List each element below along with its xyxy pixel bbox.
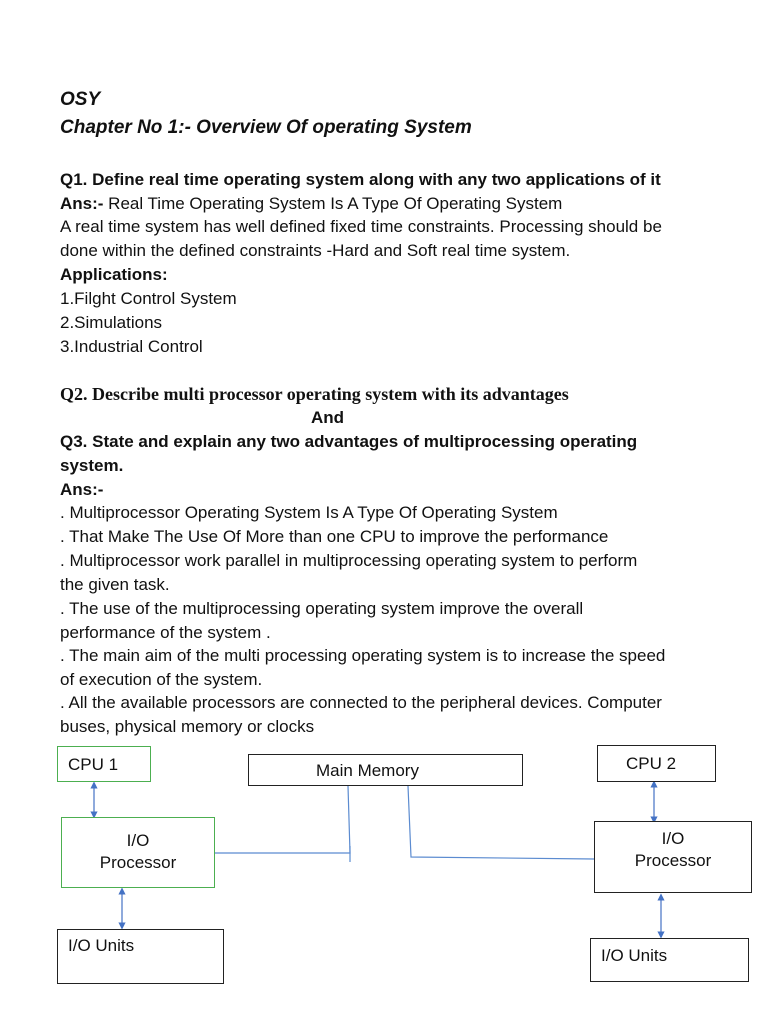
q1-ans-text: Real Time Operating System Is A Type Of Operating System [103,194,563,213]
memory-bus-left [214,786,350,853]
io-units-right-box [590,938,749,982]
application-item-3: 3.Industrial Control [60,337,203,356]
subject-title: OSY [60,89,101,110]
applications-heading: Applications: [60,265,168,284]
q1-ans-label: Ans:- [60,194,104,213]
main-memory-label: Main Memory [316,761,419,780]
q3-ans-label: Ans:- [60,480,104,499]
io-processor-left-line-2: Processor [99,853,177,872]
cpu1-label: CPU 1 [68,755,119,774]
q3-point-line: performance of the system . [60,623,271,642]
q3-question-line-1: Q3. State and explain any two advantages of multiprocessing operating [60,432,638,451]
q1-answer [60,192,562,216]
chapter-title: Chapter No 1:- Overview Of operating System [60,117,472,138]
io-processor-right-box [594,821,752,893]
q3-point-line: . That Make The Use Of More than one CPU to improve the performance [60,527,609,546]
memory-bus-right [408,786,594,859]
io-processor-right-line-2: Processor [634,851,712,870]
cpu1-box [57,746,151,782]
and-connector: And [311,408,345,427]
q3-point-line: of execution of the system. [60,670,263,689]
io-units-left-label: I/O Units [68,936,135,955]
cpu2-label: CPU 2 [626,754,677,773]
q3-point-line: . Multiprocessor Operating System Is A Type Of Operating System [60,503,558,522]
q1-para-line-1: A real time system has well defined fixed time constraints. Processing should be [60,217,662,236]
io-processor-left-line-1: I/O [126,831,150,850]
q3-point-line: . The main aim of the multi processing operating system is to increase the speed [60,646,666,665]
io-units-left-box [57,929,224,984]
q1-question: Q1. Define real time operating system along with any two applications of it [60,170,661,189]
main-memory-box [248,754,523,786]
q3-point-line: . The use of the multiprocessing operating system improve the overall [60,599,584,618]
q3-point-line: the given task. [60,575,170,594]
application-item-1: 1.Filght Control System [60,289,237,308]
cpu2-box [597,745,716,782]
q3-question-line-2: system. [60,456,124,475]
q3-point-line: . Multiprocessor work parallel in multiprocessing operating system to perform [60,551,638,570]
q3-point-line: . All the available processors are connected to the peripheral devices. Computer [60,693,662,712]
q3-point-line: buses, physical memory or clocks [60,717,315,736]
io-processor-right-line-1: I/O [661,829,685,848]
io-processor-left-box [61,817,215,888]
q2-question: Q2. Describe multi processor operating system with its advantages [60,384,569,404]
q1-para-line-2: done within the defined constraints -Hard and Soft real time system. [60,241,571,260]
application-item-2: 2.Simulations [60,313,163,332]
io-units-right-label: I/O Units [601,946,668,965]
